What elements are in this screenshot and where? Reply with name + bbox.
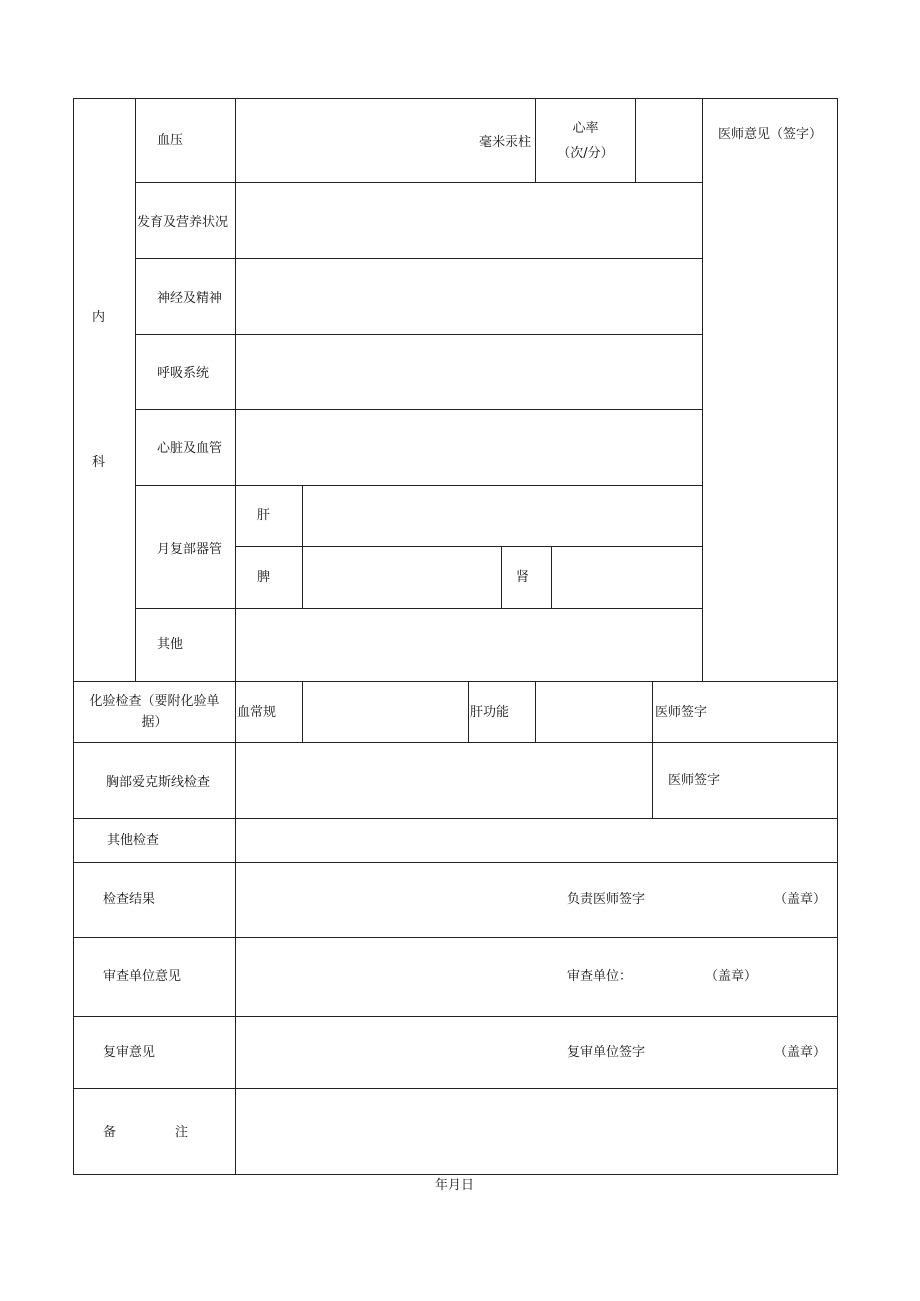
abdominal-label: 月复部器管 <box>157 542 223 557</box>
lab-doctor-sign-label: 医师签字 <box>655 705 708 720</box>
xray-field[interactable] <box>236 743 652 818</box>
heart-rate-field[interactable] <box>636 99 702 182</box>
blood-pressure-unit: 毫米汞柱 <box>479 135 532 150</box>
other-label: 其他 <box>157 637 184 652</box>
lab-tests-label-line2: 据） <box>141 714 168 730</box>
other-exams-field[interactable] <box>236 819 837 862</box>
doctor-opinion-label: 医师意见（签字） <box>717 127 822 142</box>
table-border-right <box>837 98 838 1175</box>
cardio-label: 心脏及血管 <box>157 441 223 456</box>
remarks-label-char1: 备 <box>103 1125 117 1140</box>
results-label: 检查结果 <box>103 892 156 907</box>
liver-function-label: 肝功能 <box>470 705 510 720</box>
heart-rate-unit: （次/分） <box>557 146 614 161</box>
kidney-label: 肾 <box>516 570 530 585</box>
blood-pressure-label: 血压 <box>157 133 184 148</box>
re-review-field[interactable] <box>236 1017 556 1088</box>
section-label-internal-1: 内 <box>92 310 106 325</box>
respiratory-label: 呼吸系统 <box>157 366 210 381</box>
nervous-field[interactable] <box>236 259 702 334</box>
spleen-label: 脾 <box>257 570 271 585</box>
divider <box>468 681 469 742</box>
lab-tests-label <box>74 692 235 734</box>
lab-tests-label-line1: 化验检查（要附化验单 <box>89 694 220 709</box>
blood-pressure-field[interactable] <box>236 99 476 182</box>
results-field[interactable] <box>236 863 556 937</box>
divider <box>135 98 136 681</box>
development-field[interactable] <box>236 183 702 258</box>
divider <box>535 98 536 182</box>
heart-rate-label: 心率 <box>572 121 599 136</box>
results-seal-label: （盖章） <box>774 892 827 907</box>
kidney-field[interactable] <box>552 547 702 608</box>
nervous-label: 神经及精神 <box>157 291 223 306</box>
other-exams-label: 其他检查 <box>107 833 160 848</box>
divider <box>652 681 653 818</box>
liver-function-field[interactable] <box>536 682 652 742</box>
re-review-label: 复审意见 <box>103 1045 156 1060</box>
results-sign-label: 负责医师签字 <box>567 892 646 907</box>
other-field[interactable] <box>236 609 702 681</box>
liver-field[interactable] <box>303 486 702 546</box>
xray-doctor-sign-label: 医师签字 <box>668 773 721 788</box>
blood-routine-field[interactable] <box>303 682 468 742</box>
liver-label: 肝 <box>257 508 271 523</box>
review-unit-label: 审查单位： <box>567 969 633 984</box>
section-label-internal-2: 科 <box>92 455 106 470</box>
review-seal-label: （盖章） <box>705 969 758 984</box>
spleen-field[interactable] <box>303 547 501 608</box>
table-border-left <box>73 98 74 1175</box>
remarks-field[interactable] <box>236 1089 837 1174</box>
respiratory-field[interactable] <box>236 335 702 409</box>
development-label: 发育及营养状况 <box>137 215 229 230</box>
cardio-field[interactable] <box>236 410 702 485</box>
date-label: 年月日 <box>435 1178 475 1193</box>
table-border-bottom <box>73 1174 838 1175</box>
doctor-opinion-field[interactable] <box>703 150 837 681</box>
divider <box>501 546 502 608</box>
re-review-sign-label: 复审单位签字 <box>567 1045 646 1060</box>
blood-routine-label: 血常规 <box>237 705 277 720</box>
re-review-seal-label: （盖章） <box>774 1045 827 1060</box>
review-label: 审查单位意见 <box>103 969 182 984</box>
remarks-label-char2: 注 <box>175 1125 189 1140</box>
xray-label: 胸部爱克斯线检查 <box>106 775 211 790</box>
review-field[interactable] <box>236 938 556 1016</box>
